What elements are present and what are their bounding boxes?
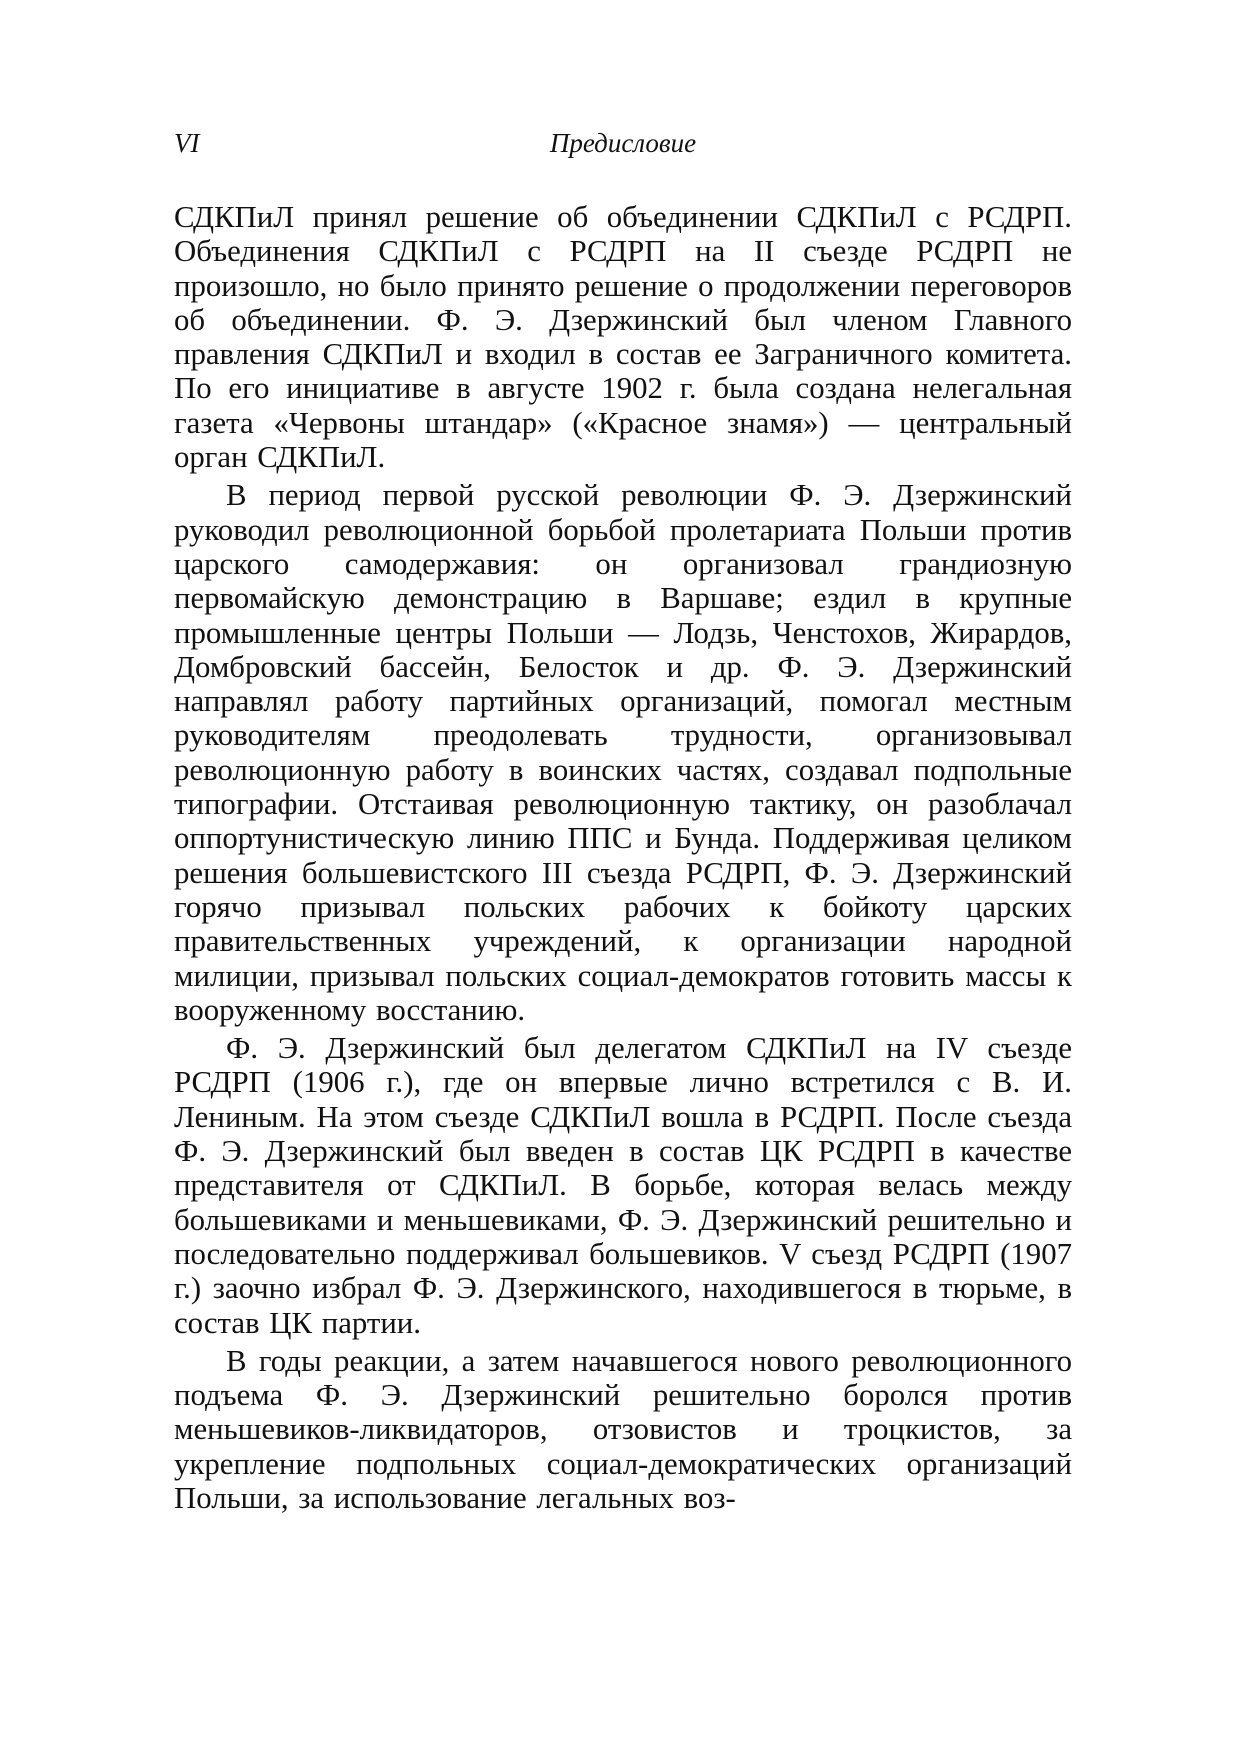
body-text — [174, 200, 1072, 1515]
paragraph-1: СДКПиЛ принял решение об объединении СДКПиЛ с РСДРП. Объединения СДКПиЛ с РСДРП на II съезде РСДРП не произошло, но было принято решение о продолжении переговоров об объединении. Ф. Э. Дзержинский был членом Главного правления СДКПиЛ и входил в состав ее Заграничного комитета. По его инициативе в августе 1902 г. была создана нелегальная газета «Червоны штандар» («Красное знамя») — центральный орган СДКПиЛ. — [174, 200, 1072, 475]
paragraph-2: В период первой русской революции Ф. Э. Дзержинский руководил революционной борьбой пролетариата Польши против царского самодержавия: он организовал грандиозную первомайскую демонстрацию в Варшаве; ездил в крупные промышленные центры Польши — Лодзь, Ченстохов, Жирардов, Домбровский бассейн, Белосток и др. Ф. Э. Дзержинский направлял работу партийных организаций, помогал местным руководителям преодолевать трудности, организовывал революционную работу в воинских частях, создавал подпольные типографии. Отстаивая революционную тактику, он разоблачал оппортунистическую линию ППС и Бунда. Поддерживая целиком решения большевистского III съезда РСДРП, Ф. Э. Дзержинский горячо призывал польских рабочих к бойкоту царских правительственных учреждений, к организации народной милиции, призывал польских социал-демократов готовить массы к вооруженному восстанию. — [174, 478, 1072, 1027]
page-number: VI — [174, 128, 200, 158]
paragraph-4: В годы реакции, а затем начавшегося нового революционного подъема Ф. Э. Дзержинский решительно боролся против меньшевиков-ликвидаторов, отзовистов и троцкистов, за укрепление подпольных социал-демократических организаций Польши, за использование легальных воз- — [174, 1343, 1072, 1515]
paragraph-3: Ф. Э. Дзержинский был делегатом СДКПиЛ на IV съезде РСДРП (1906 г.), где он впервые лично встретился с В. И. Лениным. На этом съезде СДКПиЛ вошла в РСДРП. После съезда Ф. Э. Дзержинский был введен в состав ЦК РСДРП в качестве представителя от СДКПиЛ. В борьбе, которая велась между большевиками и меньшевиками, Ф. Э. Дзержинский решительно и последовательно поддерживал большевиков. V съезд РСДРП (1907 г.) заочно избрал Ф. Э. Дзержинского, находившегося в тюрьме, в состав ЦК партии. — [174, 1031, 1072, 1340]
running-head — [174, 128, 1072, 168]
running-title: Предисловие — [549, 128, 697, 158]
